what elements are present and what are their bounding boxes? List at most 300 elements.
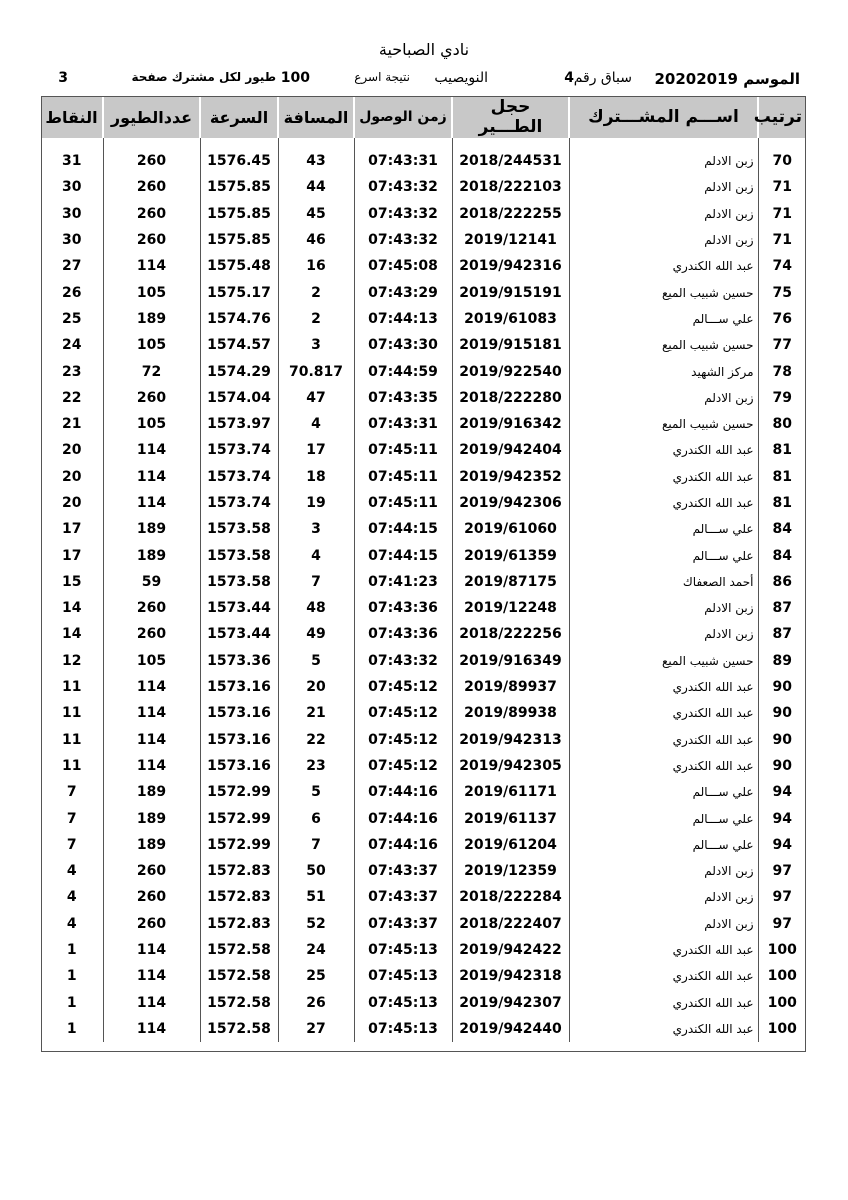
cell-arrival-time: 07:45:13	[354, 1016, 452, 1042]
table-row	[41, 227, 806, 253]
cell-speed: 1574.76	[200, 306, 278, 332]
table-row	[41, 542, 806, 568]
cell-bird-count: 260	[103, 621, 200, 647]
cell-speed: 1573.44	[200, 595, 278, 621]
cell-distance: 52	[278, 911, 354, 937]
cell-distance: 45	[278, 201, 354, 227]
table-row	[41, 569, 806, 595]
cell-distance: 50	[278, 858, 354, 884]
cell-points: 14	[62, 626, 82, 643]
cell-participant: زبن الادلم	[569, 595, 758, 621]
cell-participant: زبن الادلم	[569, 201, 758, 227]
cell-distance: 49	[278, 621, 354, 647]
header-arrival-time: زمن الوصول	[354, 96, 452, 138]
table-row	[41, 884, 806, 910]
cell-speed: 1572.99	[200, 805, 278, 831]
cell-speed: 1575.48	[200, 253, 278, 279]
cell-participant: علي ســـالم	[569, 832, 758, 858]
cell-points: 31	[62, 153, 82, 170]
cell-participant: علي ســـالم	[569, 542, 758, 568]
cell-rank: 74	[758, 253, 806, 279]
cell-points: 20	[62, 468, 82, 485]
cell-points: 12	[62, 652, 82, 669]
cell-speed: 1575.85	[200, 201, 278, 227]
cell-speed: 1573.16	[200, 700, 278, 726]
cell-ring: 2018/222280	[452, 385, 569, 411]
cell-participant: عبد الله الكندري	[569, 937, 758, 963]
cell-participant: زبن الادلم	[569, 385, 758, 411]
cell-participant: عبد الله الكندري	[569, 990, 758, 1016]
cell-points: 14	[62, 600, 82, 617]
cell-points: 7	[66, 784, 77, 801]
cell-points: 23	[62, 363, 82, 380]
cell-points: 4	[66, 915, 77, 932]
cell-points: 20	[62, 495, 82, 511]
cell-rank: 71	[758, 227, 806, 253]
cell-speed: 1572.83	[200, 911, 278, 937]
cell-bird-count: 260	[103, 201, 200, 227]
results-table	[41, 96, 806, 1042]
table-row	[41, 805, 806, 831]
table-row	[41, 990, 806, 1016]
cell-participant: أحمد الصعفاك	[569, 569, 758, 595]
cell-speed: 1573.97	[200, 411, 278, 437]
cell-distance: 21	[278, 700, 354, 726]
cell-participant: حسين شبيب الميع	[569, 279, 758, 305]
cell-points: 22	[62, 389, 82, 406]
club-title: نادي الصباحية	[378, 40, 470, 59]
cell-distance: 26	[278, 990, 354, 1016]
cell-distance: 18	[278, 464, 354, 490]
cell-participant: زبن الادلم	[569, 621, 758, 647]
cell-speed: 1573.74	[200, 464, 278, 490]
cell-distance: 3	[278, 332, 354, 358]
cell-distance: 19	[278, 490, 354, 516]
cell-points: 26	[62, 284, 82, 301]
cell-arrival-time: 07:45:12	[354, 700, 452, 726]
cell-speed: 1572.99	[200, 779, 278, 805]
cell-points: 1	[66, 968, 77, 985]
race-number: 4	[564, 70, 574, 86]
cell-rank: 81	[758, 490, 806, 516]
cell-distance: 46	[278, 227, 354, 253]
cell-points: 7	[66, 836, 77, 853]
cell-speed: 1574.57	[200, 332, 278, 358]
cell-participant: عبد الله الكندري	[569, 437, 758, 463]
cell-bird-count: 260	[103, 385, 200, 411]
table-row	[41, 595, 806, 621]
cell-arrival-time: 07:43:32	[354, 227, 452, 253]
cell-arrival-time: 07:45:12	[354, 674, 452, 700]
cell-ring: 2019/89938	[452, 700, 569, 726]
cell-ring: 2019/12359	[452, 858, 569, 884]
cell-distance: 47	[278, 385, 354, 411]
cell-arrival-time: 07:45:12	[354, 727, 452, 753]
cell-distance: 16	[278, 253, 354, 279]
table-row	[41, 358, 806, 384]
cell-distance: 25	[278, 963, 354, 989]
cell-participant: حسين شبيب الميع	[569, 411, 758, 437]
season-value: 20202019	[654, 70, 738, 88]
cell-bird-count: 189	[103, 805, 200, 831]
cell-participant: زبن الادلم	[569, 911, 758, 937]
cell-bird-count: 105	[103, 411, 200, 437]
table-row	[41, 516, 806, 542]
cell-points: 25	[62, 310, 82, 327]
cell-arrival-time: 07:43:36	[354, 621, 452, 647]
header-points: النقاط	[41, 96, 103, 138]
cell-participant: عبد الله الكندري	[569, 674, 758, 700]
cell-arrival-time: 07:45:08	[354, 253, 452, 279]
cell-bird-count: 260	[103, 174, 200, 200]
table-row	[41, 1016, 806, 1042]
cell-distance: 4	[278, 542, 354, 568]
cell-arrival-time: 07:45:13	[354, 990, 452, 1016]
cell-rank: 97	[758, 911, 806, 937]
cell-arrival-time: 07:43:31	[354, 411, 452, 437]
cell-points: 30	[62, 179, 82, 196]
cell-bird-count: 114	[103, 990, 200, 1016]
cell-rank: 87	[758, 595, 806, 621]
cell-arrival-time: 07:44:16	[354, 832, 452, 858]
cell-points: 27	[62, 258, 82, 275]
cell-rank: 90	[758, 700, 806, 726]
cell-ring: 2019/942305	[452, 753, 569, 779]
cell-points: 17	[62, 547, 82, 564]
cell-arrival-time: 07:44:16	[354, 805, 452, 831]
cell-arrival-time: 07:43:29	[354, 279, 452, 305]
cell-speed: 1572.58	[200, 937, 278, 963]
cell-arrival-time: 07:45:11	[354, 464, 452, 490]
table-row	[41, 385, 806, 411]
cell-speed: 1573.58	[200, 542, 278, 568]
cell-distance: 5	[278, 648, 354, 674]
cell-points: 11	[62, 705, 82, 722]
cell-bird-count: 114	[103, 700, 200, 726]
cell-bird-count: 114	[103, 490, 200, 516]
cell-rank: 81	[758, 437, 806, 463]
cell-participant: عبد الله الكندري	[569, 727, 758, 753]
cell-speed: 1573.36	[200, 648, 278, 674]
cell-arrival-time: 07:44:15	[354, 516, 452, 542]
cell-speed: 1572.83	[200, 884, 278, 910]
cell-speed: 1573.16	[200, 753, 278, 779]
cell-points: 30	[62, 205, 82, 222]
cell-participant: عبد الله الكندري	[569, 253, 758, 279]
cell-arrival-time: 07:41:23	[354, 569, 452, 595]
cell-speed: 1575.85	[200, 174, 278, 200]
cell-speed: 1576.45	[200, 138, 278, 174]
table-row	[41, 753, 806, 779]
cell-rank: 71	[758, 201, 806, 227]
cell-distance: 5	[278, 779, 354, 805]
cell-ring: 2019/942422	[452, 937, 569, 963]
cell-distance: 2	[278, 279, 354, 305]
cell-bird-count: 72	[103, 358, 200, 384]
cell-points: 30	[62, 232, 82, 249]
table-row	[41, 437, 806, 463]
cell-ring: 2019/61060	[452, 516, 569, 542]
cell-arrival-time: 07:44:59	[354, 358, 452, 384]
cell-ring: 2019/942313	[452, 727, 569, 753]
cell-rank: 90	[758, 727, 806, 753]
cell-distance: 23	[278, 753, 354, 779]
cell-rank: 94	[758, 832, 806, 858]
cell-points: 1	[66, 994, 77, 1011]
cell-bird-count: 260	[103, 138, 200, 174]
cell-points: 4	[66, 889, 77, 906]
table-row	[41, 779, 806, 805]
header-participant: اســـم المشـــترك	[569, 96, 758, 138]
result-value: 100	[280, 70, 310, 86]
cell-distance: 2	[278, 306, 354, 332]
cell-participant: علي ســـالم	[569, 805, 758, 831]
table-row	[41, 727, 806, 753]
table-row	[41, 700, 806, 726]
cell-ring: 2018/222407	[452, 911, 569, 937]
cell-participant: عبد الله الكندري	[569, 464, 758, 490]
cell-bird-count: 260	[103, 227, 200, 253]
cell-participant: حسين شبيب الميع	[569, 332, 758, 358]
cell-ring: 2019/61137	[452, 805, 569, 831]
cell-ring: 2019/61083	[452, 306, 569, 332]
cell-bird-count: 105	[103, 332, 200, 358]
page-number: 3	[58, 70, 68, 86]
cell-ring: 2018/222284	[452, 884, 569, 910]
cell-points: 1	[66, 942, 77, 959]
cell-participant: زبن الادلم	[569, 138, 758, 174]
cell-bird-count: 114	[103, 253, 200, 279]
cell-participant: زبن الادلم	[569, 884, 758, 910]
cell-rank: 100	[758, 963, 806, 989]
cell-rank: 90	[758, 753, 806, 779]
table-row	[41, 332, 806, 358]
cell-speed: 1572.58	[200, 1016, 278, 1042]
cell-arrival-time: 07:45:13	[354, 937, 452, 963]
cell-arrival-time: 07:45:13	[354, 963, 452, 989]
cell-bird-count: 114	[103, 963, 200, 989]
cell-bird-count: 189	[103, 779, 200, 805]
cell-arrival-time: 07:43:32	[354, 201, 452, 227]
cell-ring: 2019/942352	[452, 464, 569, 490]
cell-speed: 1573.58	[200, 516, 278, 542]
table-row	[41, 253, 806, 279]
table-row	[41, 464, 806, 490]
cell-rank: 81	[758, 464, 806, 490]
cell-bird-count: 114	[103, 937, 200, 963]
cell-points: 11	[62, 731, 82, 748]
table-row	[41, 832, 806, 858]
cell-rank: 94	[758, 779, 806, 805]
table-header	[41, 96, 806, 138]
cell-ring: 2019/942440	[452, 1016, 569, 1042]
cell-points: 1	[66, 1020, 77, 1037]
cell-distance: 17	[278, 437, 354, 463]
cell-rank: 76	[758, 306, 806, 332]
cell-ring: 2019/916342	[452, 411, 569, 437]
cell-rank: 100	[758, 937, 806, 963]
cell-distance: 43	[278, 138, 354, 174]
cell-distance: 7	[278, 832, 354, 858]
cell-bird-count: 260	[103, 911, 200, 937]
table-row	[41, 963, 806, 989]
cell-speed: 1574.29	[200, 358, 278, 384]
cell-rank: 71	[758, 174, 806, 200]
cell-speed: 1573.58	[200, 569, 278, 595]
table-row	[41, 174, 806, 200]
cell-ring: 2019/61359	[452, 542, 569, 568]
cell-points: 11	[62, 757, 82, 774]
table-row	[41, 138, 806, 174]
cell-participant: زبن الادلم	[569, 858, 758, 884]
cell-ring: 2018/244531	[452, 138, 569, 174]
cell-rank: 89	[758, 648, 806, 674]
cell-points: 4	[66, 863, 77, 880]
cell-points: 15	[62, 573, 82, 590]
cell-bird-count: 189	[103, 306, 200, 332]
cell-arrival-time: 07:44:15	[354, 542, 452, 568]
cell-bird-count: 114	[103, 753, 200, 779]
cell-bird-count: 114	[103, 437, 200, 463]
cell-arrival-time: 07:43:35	[354, 385, 452, 411]
cell-bird-count: 260	[103, 884, 200, 910]
cell-participant: زبن الادلم	[569, 227, 758, 253]
table-row	[41, 937, 806, 963]
result-label: نتيجة اسرع	[354, 70, 410, 84]
cell-bird-count: 114	[103, 1016, 200, 1042]
cell-participant: حسين شبيب الميع	[569, 648, 758, 674]
cell-distance: 22	[278, 727, 354, 753]
cell-participant: زبن الادلم	[569, 174, 758, 200]
cell-rank: 87	[758, 621, 806, 647]
cell-speed: 1573.74	[200, 437, 278, 463]
cell-ring: 2018/222103	[452, 174, 569, 200]
cell-bird-count: 189	[103, 832, 200, 858]
cell-ring: 2019/942404	[452, 437, 569, 463]
cell-points: 17	[62, 521, 82, 538]
cell-participant: عبد الله الكندري	[569, 963, 758, 989]
cell-speed: 1573.16	[200, 727, 278, 753]
header-rank: ترتيب	[758, 96, 806, 138]
cell-distance: 3	[278, 516, 354, 542]
header-ring: حجل الطـــير	[452, 96, 569, 138]
cell-bird-count: 59	[103, 569, 200, 595]
cell-speed: 1572.99	[200, 832, 278, 858]
cell-rank: 84	[758, 516, 806, 542]
cell-participant: عبد الله الكندري	[569, 490, 758, 516]
cell-ring: 2019/89937	[452, 674, 569, 700]
race-info-line	[40, 70, 810, 90]
cell-points: 24	[62, 337, 82, 354]
cell-speed: 1573.74	[200, 490, 278, 516]
table-row	[41, 858, 806, 884]
cell-ring: 2019/942318	[452, 963, 569, 989]
cell-distance: 4	[278, 411, 354, 437]
cell-rank: 90	[758, 674, 806, 700]
header-distance: المسافة	[278, 96, 354, 138]
cell-arrival-time: 07:45:11	[354, 437, 452, 463]
cell-ring: 2019/915191	[452, 279, 569, 305]
cell-arrival-time: 07:43:32	[354, 648, 452, 674]
cell-rank: 86	[758, 569, 806, 595]
cell-arrival-time: 07:43:37	[354, 884, 452, 910]
cell-ring: 2019/922540	[452, 358, 569, 384]
cell-ring: 2019/61204	[452, 832, 569, 858]
cell-bird-count: 189	[103, 516, 200, 542]
table-row	[41, 306, 806, 332]
cell-participant: عبد الله الكندري	[569, 1016, 758, 1042]
header-speed: السرعة	[200, 96, 278, 138]
table-row	[41, 621, 806, 647]
cell-speed: 1575.85	[200, 227, 278, 253]
cell-participant: علي ســـالم	[569, 779, 758, 805]
cell-arrival-time: 07:44:16	[354, 779, 452, 805]
cell-rank: 80	[758, 411, 806, 437]
cell-bird-count: 114	[103, 727, 200, 753]
cell-ring: 2019/915181	[452, 332, 569, 358]
cell-arrival-time: 07:45:12	[354, 753, 452, 779]
cell-rank: 97	[758, 858, 806, 884]
cell-bird-count: 260	[103, 595, 200, 621]
cell-arrival-time: 07:44:13	[354, 306, 452, 332]
birds-per-participant-label: طيور لكل مشترك صفحة	[131, 70, 276, 84]
cell-distance: 44	[278, 174, 354, 200]
cell-bird-count: 260	[103, 858, 200, 884]
cell-bird-count: 114	[103, 674, 200, 700]
cell-rank: 79	[758, 385, 806, 411]
cell-speed: 1574.04	[200, 385, 278, 411]
cell-arrival-time: 07:43:37	[354, 911, 452, 937]
cell-rank: 77	[758, 332, 806, 358]
race-label: سباق رقم	[573, 70, 632, 86]
cell-arrival-time: 07:43:32	[354, 174, 452, 200]
table-row	[41, 411, 806, 437]
cell-bird-count: 189	[103, 542, 200, 568]
cell-distance: 24	[278, 937, 354, 963]
cell-speed: 1572.58	[200, 990, 278, 1016]
cell-bird-count: 105	[103, 648, 200, 674]
cell-ring: 2019/942307	[452, 990, 569, 1016]
cell-ring: 2019/12141	[452, 227, 569, 253]
cell-points: 21	[62, 416, 82, 433]
cell-ring: 2019/61171	[452, 779, 569, 805]
cell-ring: 2019/12248	[452, 595, 569, 621]
cell-points: 11	[62, 679, 82, 696]
cell-arrival-time: 07:43:30	[354, 332, 452, 358]
cell-distance: 70.817	[278, 358, 354, 384]
table-row	[41, 279, 806, 305]
cell-participant: مركز الشهيد	[569, 358, 758, 384]
season-label: الموسم	[743, 70, 800, 88]
cell-bird-count: 114	[103, 464, 200, 490]
cell-rank: 78	[758, 358, 806, 384]
cell-points: 20	[62, 442, 82, 459]
cell-ring: 2019/87175	[452, 569, 569, 595]
cell-participant: علي ســـالم	[569, 516, 758, 542]
cell-distance: 27	[278, 1016, 354, 1042]
cell-ring: 2018/222256	[452, 621, 569, 647]
cell-arrival-time: 07:45:11	[354, 490, 452, 516]
cell-distance: 20	[278, 674, 354, 700]
cell-arrival-time: 07:43:37	[354, 858, 452, 884]
cell-speed: 1572.83	[200, 858, 278, 884]
cell-distance: 7	[278, 569, 354, 595]
cell-ring: 2019/942316	[452, 253, 569, 279]
cell-ring: 2018/222255	[452, 201, 569, 227]
table-row	[41, 648, 806, 674]
cell-points: 7	[66, 810, 77, 827]
cell-participant: علي ســـالم	[569, 306, 758, 332]
